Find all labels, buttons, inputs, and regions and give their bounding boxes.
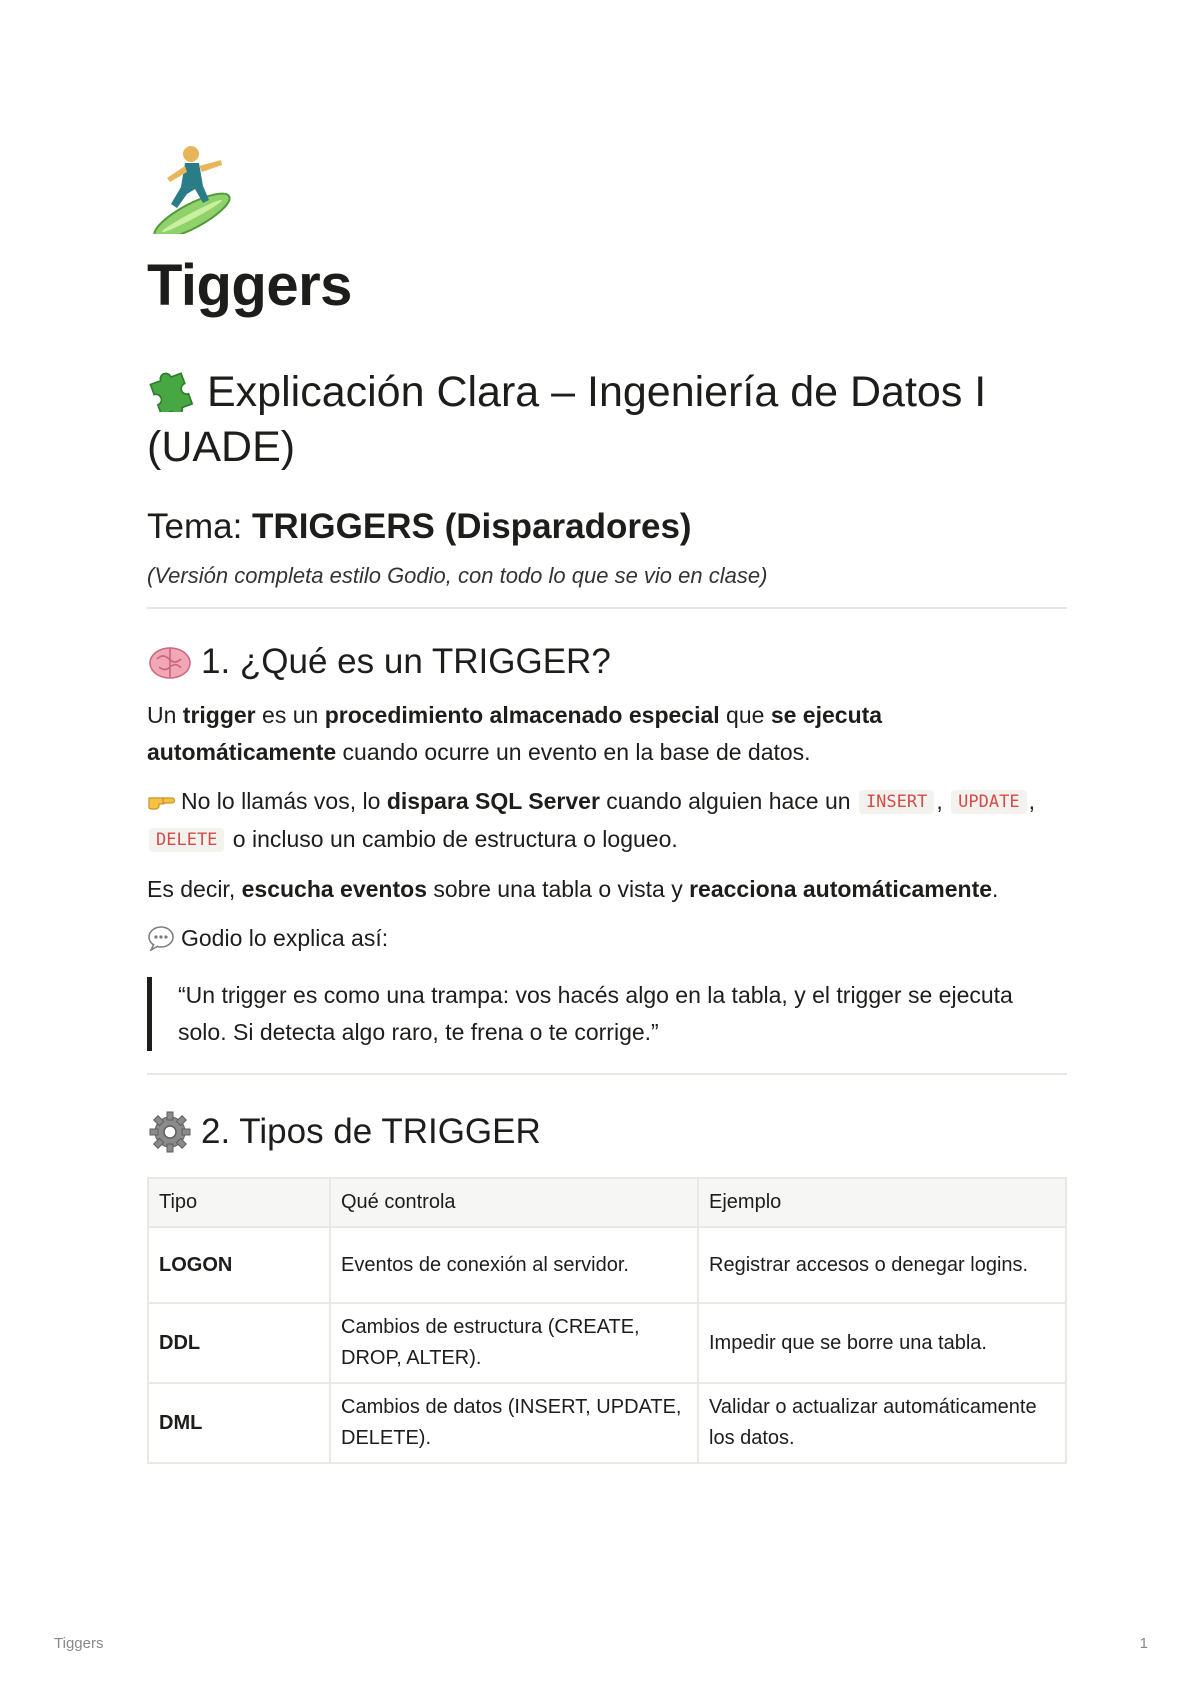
divider [147, 607, 1067, 609]
table-row [148, 1303, 1066, 1383]
document-page [147, 142, 1067, 1464]
paragraph-listen: Es decir, escucha eventos sobre una tabla o vista y reacciona automáticamente. [147, 876, 999, 902]
page-title: Tiggers [147, 253, 352, 318]
brain-icon [147, 639, 193, 685]
section-1-heading: 1. ¿Qué es un TRIGGER? [147, 639, 1067, 685]
table-row [148, 1227, 1066, 1303]
column-header: Qué controla [330, 1178, 698, 1227]
paragraph-godio: Godio lo explica así: [147, 920, 1067, 957]
page-number: 1 [1139, 1635, 1148, 1652]
table-cell: Eventos de conexión al servidor. [330, 1227, 698, 1303]
table-cell: DML [148, 1383, 330, 1463]
paragraph-events: No lo llamás vos, lo dispara SQL Server cuando alguien hace un INSERT , UPDATE , DELETE o incluso un cambio de estructura o logueo. [147, 783, 1067, 859]
table-cell: Cambios de datos (INSERT, UPDATE, DELETE). [330, 1383, 698, 1463]
code-update: UPDATE [951, 790, 1026, 814]
gear-icon [147, 1109, 193, 1155]
subtitle: (Versión completa estilo Godio, con todo lo que se vio en clase) [147, 563, 768, 588]
section-2-heading: 2. Tipos de TRIGGER [147, 1109, 1067, 1155]
trigger-types-table [147, 1177, 1067, 1464]
topic-name: TRIGGERS (Disparadores) [252, 507, 692, 546]
table-row [148, 1383, 1066, 1463]
divider [147, 1073, 1067, 1075]
surfer-icon [147, 142, 237, 234]
column-header: Tipo [148, 1178, 330, 1227]
code-delete: DELETE [149, 828, 224, 852]
topic-heading: Tema: TRIGGERS (Disparadores) [147, 507, 692, 546]
table-cell: Impedir que se borre una tabla. [698, 1303, 1066, 1383]
table-cell: Validar o actualizar automáticamente los datos. [698, 1383, 1066, 1463]
speech-bubble-icon [147, 925, 175, 951]
pointing-hand-icon [147, 788, 175, 814]
footer-title: Tiggers [54, 1635, 104, 1652]
paragraph-definition: Un trigger es un procedimiento almacenado especial que se ejecuta automáticamente cuando ocurre un evento en la base de datos. [147, 702, 883, 765]
code-insert: INSERT [859, 790, 934, 814]
puzzle-piece-icon [147, 362, 199, 412]
main-heading-text: Explicación Clara – Ingeniería de Datos I (UADE) [147, 368, 987, 471]
table-cell: Cambios de estructura (CREATE, DROP, ALTER). [330, 1303, 698, 1383]
quote-block: “Un trigger es como una trampa: vos hacés algo en la tabla, y el trigger se ejecuta solo. Si detecta algo raro, te frena o te corrige.” [147, 977, 1067, 1051]
table-cell: Registrar accesos o denegar logins. [698, 1227, 1066, 1303]
column-header: Ejemplo [698, 1178, 1066, 1227]
table-cell: DDL [148, 1303, 330, 1383]
main-heading [147, 362, 1067, 475]
table-cell: LOGON [148, 1227, 330, 1303]
table-header-row [148, 1178, 1066, 1227]
